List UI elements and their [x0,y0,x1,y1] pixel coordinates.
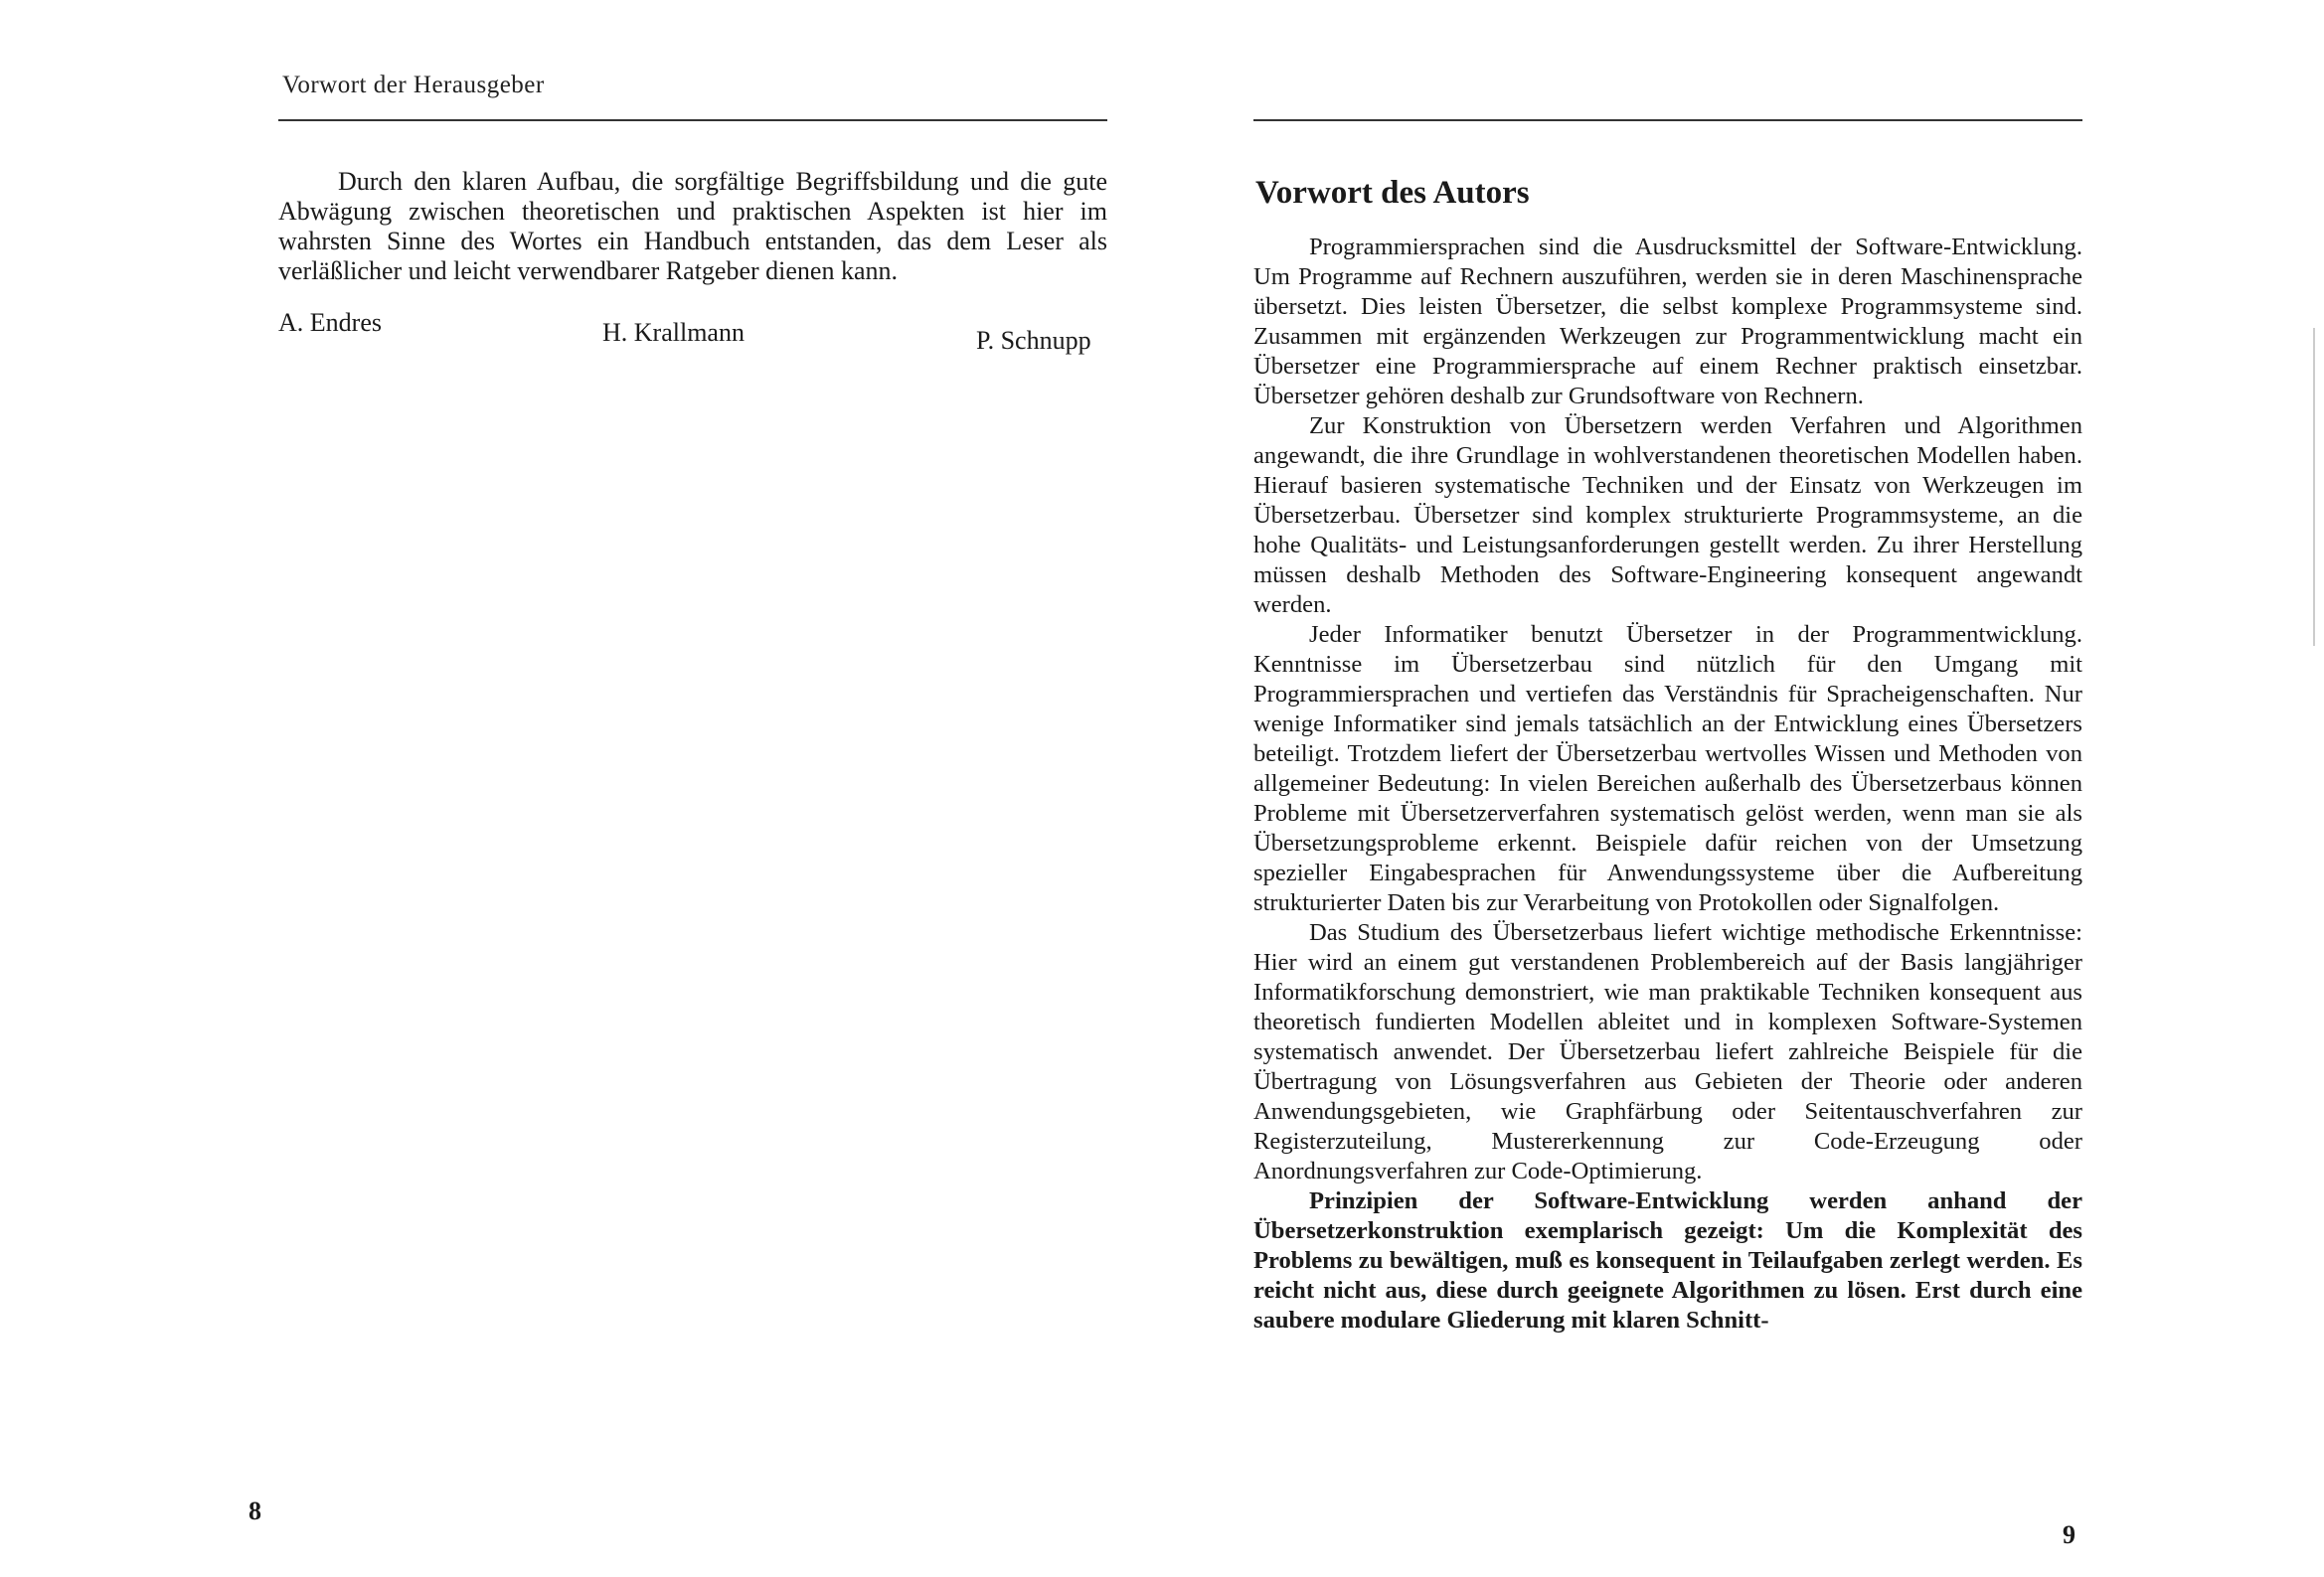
signature-krallmann: H. Krallmann [602,318,745,347]
authors-preface-body [1253,233,2082,1336]
right-page [1162,0,2324,1577]
editors-preface-paragraph: Durch den klaren Aufbau, die sorgfältige Begriffsbildung und die gute Abwägung zwischen theoretischen und praktischen Aspekten ist hier im wahrsten Sinne des Wortes ein Handbuch entstanden, das dem Leser als verläßlicher und leicht verwendbarer Ratgeber dienen kann. [278,167,1107,285]
page-edge-shadow [2313,328,2315,646]
page-number: 8 [249,1497,261,1525]
paragraph: Jeder Informatiker benutzt Übersetzer in der Programmentwicklung. Kenntnisse im Übersetzerbau sind nützlich für den Umgang mit Programmiersprachen und vertiefen das Verständnis für Spracheigenschaften. Nur wenige Informatiker sind jemals tatsächlich an der Entwicklung eines Übersetzers beteiligt. Trotzdem liefert der Übersetzerbau wertvolles Wissen und Methoden von allgemeiner Bedeutung: In vielen Bereichen außerhalb des Übersetzerbaus können Probleme mit Übersetzerverfahren systematisch gelöst werden, wenn man sie als Übersetzungsprobleme erkennt. Beispiele dafür reichen von der Umsetzung spezieller Eingabesprachen für Anwendungssysteme über die Aufbereitung strukturierter Daten bis zur Verarbeitung von Protokollen oder Signalfolgen. [1253,621,2082,916]
page-number: 9 [2063,1520,2075,1549]
signature-schnupp: P. Schnupp [976,326,1091,355]
running-head: Vorwort der Herausgeber [282,72,545,98]
paragraph: Das Studium des Übersetzerbaus liefert wichtige methodische Erkenntnisse: Hier wird an einem gut verstandenen Problembereich auf der Basis langjähriger Informatikforschung demonstriert, wie man praktikable Techniken konsequent aus theoretisch fundierten Modellen ableitet und in komplexen Software-Systemen systematisch anwendet. Der Übersetzerbau liefert zahlreiche Beispiele für die Übertragung von Lösungsverfahren aus Gebieten der Theorie oder anderen Anwendungsgebieten, wie Graphfärbung oder Seitentauschverfahren zur Registerzuteilung, Mustererkennung zur Code-Erzeugung oder Anordnungsverfahren zur Code-Optimierung. [1253,919,2082,1184]
chapter-title: Vorwort des Autors [1255,175,1530,211]
header-rule [278,119,1107,121]
header-rule [1253,119,2082,121]
paragraph: Prinzipien der Software-Entwicklung werden anhand der Übersetzerkonstruktion exemplarisch gezeigt: Um die Komplexität des Problems zu bewältigen, muß es konsequent in Teilaufgaben zerlegt werden. Es reicht nicht aus, diese durch geeignete Algorithmen zu lösen. Erst durch eine saubere modulare Gliederung mit klaren Schnitt- [1253,1187,2082,1334]
signature-endres: A. Endres [278,308,382,337]
paragraph: Zur Konstruktion von Übersetzern werden Verfahren und Algorithmen angewandt, die ihre Grundlage in wohlverstandenen theoretischen Modellen haben. Hierauf basieren systematische Techniken und der Einsatz von Werkzeugen im Übersetzerbau. Übersetzer sind komplex strukturierte Programmsysteme, an die hohe Qualitäts- und Leistungsanforderungen gestellt werden. Zu ihrer Herstellung müssen deshalb Methoden des Software-Engineering konsequent angewandt werden. [1253,412,2082,618]
paragraph: Programmiersprachen sind die Ausdrucksmittel der Software-Entwicklung. Um Programme auf Rechnern auszuführen, werden sie in deren Maschinensprache übersetzt. Dies leisten Übersetzer, die selbst komplexe Programmsysteme sind. Zusammen mit ergänzenden Werkzeugen zur Programmentwicklung macht ein Übersetzer eine Programmiersprache auf einem Rechner praktisch einsetzbar. Übersetzer gehören deshalb zur Grundsoftware von Rechnern. [1253,234,2082,409]
